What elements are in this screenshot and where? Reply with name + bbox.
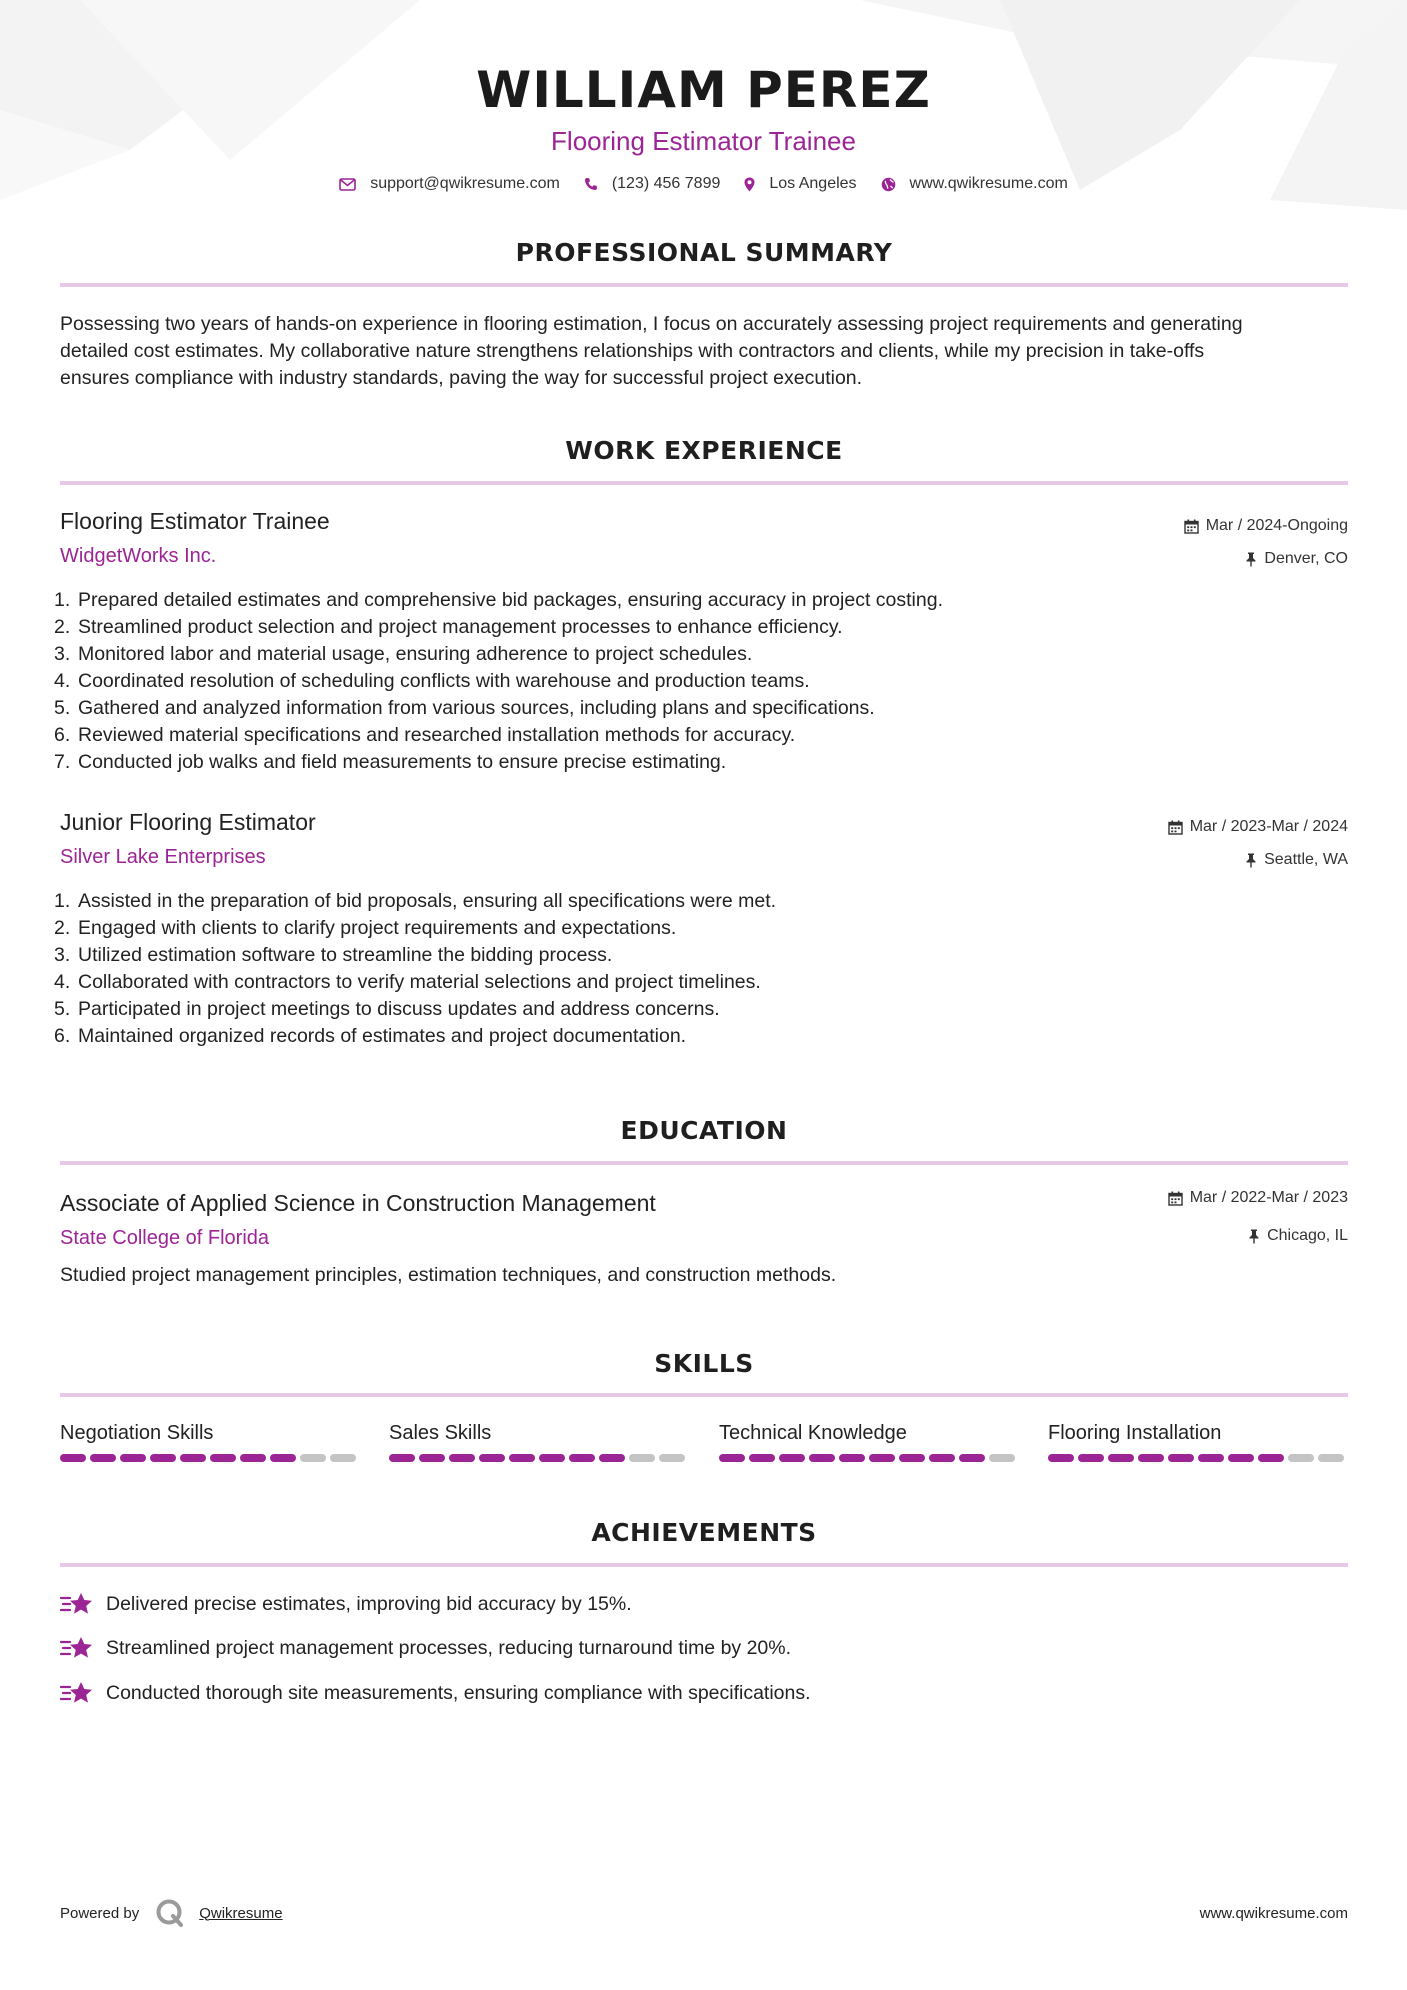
achievement-item <box>60 1679 811 1707</box>
skill-segment-filled <box>1108 1454 1134 1462</box>
job-dates <box>1184 517 1348 535</box>
achievement-text: Streamlined project management processes, reducing turnaround time by 20%. <box>106 1636 792 1659</box>
list-item: 7. Conducted job walks and field measurements to ensure precise estimating. <box>54 751 727 773</box>
skill-segment-filled <box>899 1454 925 1462</box>
education-dates-text: Mar / 2022-Mar / 2023 <box>1189 1189 1348 1206</box>
list-item: 3. Monitored labor and material usage, ensuring adherence to project schedules. <box>54 643 753 665</box>
skill-rating-bar <box>719 1454 1019 1462</box>
achievement-item <box>60 1590 632 1618</box>
job-title: Junior Flooring Estimator <box>60 809 316 835</box>
footer-branding <box>60 1898 283 1928</box>
job-location <box>1245 550 1348 568</box>
skill-segment-filled <box>719 1454 745 1462</box>
experience-divider <box>60 481 1348 485</box>
job-dates-text: Mar / 2023-Mar / 2024 <box>1189 818 1348 835</box>
job-location <box>1245 851 1348 869</box>
skill-segment-filled <box>869 1454 895 1462</box>
skill-segment-filled <box>569 1454 595 1462</box>
pushpin-icon <box>1245 552 1257 567</box>
skill-segment-filled <box>539 1454 565 1462</box>
list-item: 5. Participated in project meetings to discuss updates and address concerns. <box>54 998 720 1020</box>
skills-heading: SKILLS <box>654 1349 754 1378</box>
skill-item <box>60 1418 360 1462</box>
envelope-icon <box>339 178 356 191</box>
skills-divider <box>60 1393 1348 1397</box>
pushpin-icon <box>1248 1229 1260 1244</box>
school-name: State College of Florida <box>60 1227 270 1249</box>
skill-segment-filled <box>270 1454 296 1462</box>
skill-segment-filled <box>839 1454 865 1462</box>
skill-segment-empty <box>1288 1454 1314 1462</box>
list-item: 4. Coordinated resolution of scheduling conflicts with warehouse and production teams. <box>54 670 810 692</box>
skill-segment-filled <box>1138 1454 1164 1462</box>
job-company: Silver Lake Enterprises <box>60 846 266 868</box>
skill-item <box>389 1418 689 1462</box>
globe-icon <box>881 177 896 192</box>
job-company: WidgetWorks Inc. <box>60 545 217 567</box>
skill-segment-filled <box>1228 1454 1254 1462</box>
skill-segment-filled <box>240 1454 266 1462</box>
list-item: 6. Reviewed material specifications and researched installation methods for accuracy. <box>54 724 796 746</box>
list-item: 2. Engaged with clients to clarify project requirements and expectations. <box>54 917 677 939</box>
skill-rating-bar <box>1048 1454 1348 1462</box>
footer-website[interactable]: www.qwikresume.com <box>1199 1905 1348 1922</box>
contact-bar <box>0 175 1407 193</box>
achievements-heading: ACHIEVEMENTS <box>591 1518 817 1547</box>
skill-segment-filled <box>90 1454 116 1462</box>
education-heading: EDUCATION <box>620 1116 788 1145</box>
job-bullets <box>54 587 943 776</box>
experience-heading: WORK EXPERIENCE <box>565 436 843 465</box>
qwikresume-logo-icon <box>155 1898 185 1928</box>
pushpin-icon <box>1245 853 1257 868</box>
education-divider <box>60 1161 1348 1165</box>
skill-segment-filled <box>1048 1454 1074 1462</box>
skill-rating-bar <box>389 1454 689 1462</box>
list-item: 1. Assisted in the preparation of bid proposals, ensuring all specifications were met. <box>54 890 777 912</box>
skill-segment-empty <box>1318 1454 1344 1462</box>
list-item: 4. Collaborated with contractors to verify material selections and project timelines. <box>54 971 761 993</box>
skill-segment-filled <box>449 1454 475 1462</box>
skill-segment-filled <box>1168 1454 1194 1462</box>
email-text: support@qwikresume.com <box>370 175 560 192</box>
contact-phone[interactable] <box>584 175 721 193</box>
skill-name: Technical Knowledge <box>719 1422 907 1444</box>
skill-segment-filled <box>479 1454 505 1462</box>
skill-item <box>719 1418 1019 1462</box>
job-dates <box>1168 818 1348 836</box>
skill-segment-filled <box>599 1454 625 1462</box>
phone-icon <box>584 177 598 191</box>
job-location-text: Seattle, WA <box>1264 851 1348 868</box>
summary-line: Possessing two years of hands-on experience in flooring estimation, I focus on accurately assessing project requirements and generating <box>60 313 1243 335</box>
skill-segment-filled <box>809 1454 835 1462</box>
phone-text: (123) 456 7899 <box>611 175 721 192</box>
skill-segment-filled <box>210 1454 236 1462</box>
summary-divider <box>60 283 1348 287</box>
summary-line: detailed cost estimates. My collaborative nature strengthens relationships with contractors and clients, while my precision in take-offs <box>60 340 1205 362</box>
resume-header <box>0 58 1407 158</box>
candidate-title: Flooring Estimator Trainee <box>551 126 856 156</box>
map-pin-icon <box>744 177 755 192</box>
skill-segment-filled <box>509 1454 535 1462</box>
skill-segment-empty <box>629 1454 655 1462</box>
list-item: 2. Streamlined product selection and project management processes to enhance efficiency. <box>54 616 843 638</box>
list-item: 6. Maintained organized records of estimates and project documentation. <box>54 1025 687 1047</box>
education-description: Studied project management principles, estimation techniques, and construction methods. <box>60 1264 837 1286</box>
achievements-divider <box>60 1563 1348 1567</box>
list-item: 5. Gathered and analyzed information from various sources, including plans and specifications. <box>54 697 875 719</box>
skill-segment-filled <box>1078 1454 1104 1462</box>
summary-line: ensures compliance with industry standards, paving the way for successful project execution. <box>60 367 863 389</box>
education-location <box>1248 1227 1348 1245</box>
powered-by-label: Powered by <box>60 1904 140 1922</box>
location-text: Los Angeles <box>769 175 857 192</box>
skill-segment-filled <box>419 1454 445 1462</box>
skill-segment-filled <box>150 1454 176 1462</box>
skill-segment-empty <box>330 1454 356 1462</box>
skill-segment-filled <box>120 1454 146 1462</box>
job-location-text: Denver, CO <box>1264 550 1348 567</box>
skill-segment-filled <box>60 1454 86 1462</box>
skill-segment-filled <box>1198 1454 1224 1462</box>
skill-segment-empty <box>300 1454 326 1462</box>
skill-item <box>1048 1418 1348 1462</box>
achievement-item <box>60 1634 791 1662</box>
achievement-text: Delivered precise estimates, improving bid accuracy by 15%. <box>106 1592 632 1615</box>
summary-heading: PROFESSIONAL SUMMARY <box>515 238 893 267</box>
contact-location <box>744 175 856 193</box>
degree-title: Associate of Applied Science in Construction Management <box>60 1190 656 1216</box>
skill-segment-empty <box>659 1454 685 1462</box>
skill-name: Flooring Installation <box>1048 1422 1222 1444</box>
education-location-text: Chicago, IL <box>1267 1227 1348 1244</box>
skill-rating-bar <box>60 1454 360 1462</box>
skill-segment-filled <box>959 1454 985 1462</box>
brand-link[interactable]: Qwikresume <box>199 1904 283 1922</box>
skill-segment-filled <box>389 1454 415 1462</box>
star-icon <box>60 1590 94 1618</box>
skill-name: Sales Skills <box>389 1422 492 1444</box>
skill-segment-filled <box>180 1454 206 1462</box>
star-icon <box>60 1679 94 1707</box>
website-text: www.qwikresume.com <box>909 175 1068 192</box>
job-bullets <box>54 888 776 1050</box>
summary-text <box>60 311 1348 392</box>
education-dates <box>1168 1189 1348 1207</box>
contact-website[interactable] <box>881 175 1068 193</box>
job-title: Flooring Estimator Trainee <box>60 508 330 534</box>
skill-segment-empty <box>989 1454 1015 1462</box>
calendar-icon <box>1184 519 1199 534</box>
skill-segment-filled <box>929 1454 955 1462</box>
calendar-icon <box>1168 820 1183 835</box>
contact-email[interactable] <box>339 175 560 193</box>
skill-segment-filled <box>749 1454 775 1462</box>
candidate-name: WILLIAM PEREZ <box>476 61 931 119</box>
skill-segment-filled <box>1258 1454 1284 1462</box>
calendar-icon <box>1168 1191 1183 1206</box>
list-item: 1. Prepared detailed estimates and comprehensive bid packages, ensuring accuracy in project costing. <box>54 589 943 611</box>
job-dates-text: Mar / 2024-Ongoing <box>1205 517 1348 534</box>
list-item: 3. Utilized estimation software to streamline the bidding process. <box>54 944 613 966</box>
skill-name: Negotiation Skills <box>60 1422 214 1444</box>
star-icon <box>60 1634 94 1662</box>
achievement-text: Conducted thorough site measurements, ensuring compliance with specifications. <box>106 1681 811 1704</box>
skill-segment-filled <box>779 1454 805 1462</box>
